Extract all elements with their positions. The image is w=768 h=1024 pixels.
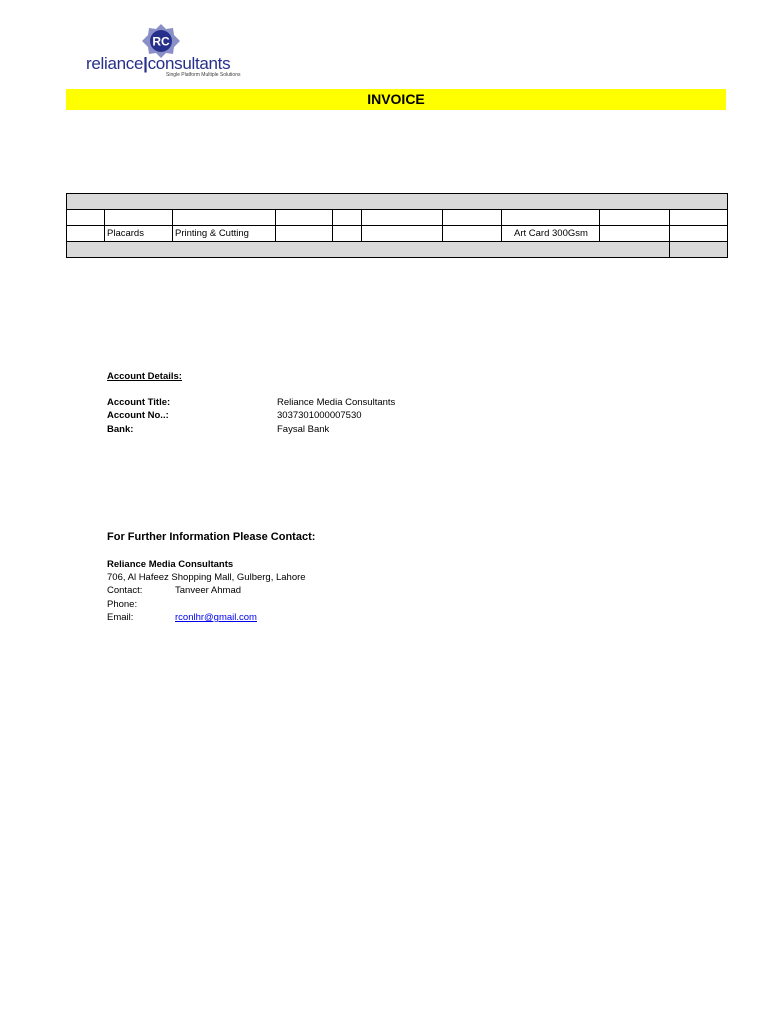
- table-cell: [600, 226, 670, 242]
- contact-heading: For Further Information Please Contact:: [107, 531, 316, 543]
- invoice-items-table: [66, 193, 728, 258]
- account-details-heading: Account Details:: [107, 371, 182, 382]
- contact-person-row: Contact: Tanveer Ahmad: [107, 585, 242, 596]
- company-logo: [86, 24, 246, 80]
- invoice-title-banner: INVOICE: [66, 89, 726, 110]
- table-total-row: [67, 242, 728, 258]
- table-cell: Printing & Cutting: [173, 226, 276, 242]
- table-cell: Placards: [105, 226, 173, 242]
- logo-wordmark: reliance|consultants: [86, 54, 231, 73]
- table-cell: [443, 226, 502, 242]
- logo-tagline: Single Platform Multiple Solutions: [166, 72, 241, 78]
- table-row: [67, 226, 728, 242]
- table-title-row: [67, 194, 728, 210]
- table-header-row: [67, 210, 728, 226]
- company-name: Reliance Media Consultants: [107, 559, 234, 570]
- table-cell: [67, 226, 105, 242]
- email-row: Email: rconlhr@gmail.com: [107, 612, 257, 623]
- table-cell: [670, 226, 728, 242]
- table-cell: [333, 226, 362, 242]
- table-cell: [362, 226, 443, 242]
- email-link[interactable]: rconlhr@gmail.com: [175, 612, 257, 623]
- logo-word-consultants: consultants: [147, 54, 231, 73]
- table-cell: Art Card 300Gsm: [502, 226, 600, 242]
- company-address: 706, Al Hafeez Shopping Mall, Gulberg, Lahore: [107, 572, 306, 583]
- table-cell: [276, 226, 333, 242]
- phone-row: Phone:: [107, 599, 138, 610]
- logo-word-reliance: reliance: [86, 54, 144, 73]
- logo-mark-letters: RC: [152, 34, 170, 49]
- logo-mark-icon: [142, 24, 180, 58]
